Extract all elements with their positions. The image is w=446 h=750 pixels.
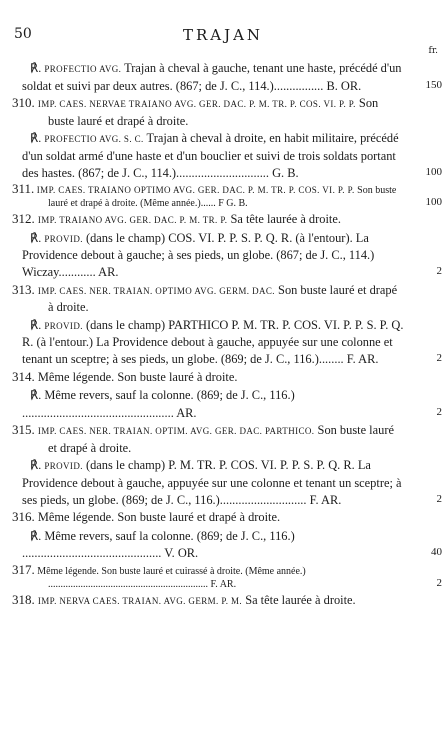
description-text: Sa tête laurée à droite. [242, 593, 356, 608]
description-text: (dans le champ) PARTHICO P. M. TR. P. COS. VI. P. P. S. P. Q. R. (à l'entour.) La Providence debout à gauche, appuyée sur une colonne et tenant un sceptre; à ses pieds, un globe. (869; de J. C., 116.)........ F. AR. [22, 317, 404, 366]
price-value: 150 [425, 78, 442, 91]
description-text: Son buste lauré et drapé à droite. [48, 96, 379, 128]
coin-number: 312. [12, 211, 35, 227]
legend-text: PROVID. [44, 461, 83, 472]
description-text: Son buste lauré et drapé à droite. [48, 282, 398, 315]
reverse-entry [12, 130, 442, 181]
coin-number: 310. [12, 95, 35, 111]
legend-text: IMP. CAES. NER. TRAIAN. OPTIM. AVG. GER. DAC. PARTHICO. [37, 426, 315, 437]
price-value: 40 [431, 546, 442, 559]
page-number: 50 [14, 26, 32, 42]
description-text: (dans le champ) COS. VI. P. P. S. P. Q. R. (à l'entour). La Providence debout à gauche; à ses pieds, un globe. (867; de J. C., 114.) Wiczay............ AR. [22, 230, 375, 279]
description-text: Même légende. Son buste lauré et drapé à droite. [37, 510, 281, 525]
description-text: Même revers, sauf la colonne. (869; de J. C., 116.) ................................................. AR. [22, 388, 295, 420]
reverse-mark: ℟. [30, 230, 42, 245]
price-value: 2 [436, 577, 442, 590]
legend-text: IMP. TRAIANO AVG. GER. DAC. P. M. TR. P. [37, 215, 228, 226]
coin-number: 311. [12, 181, 35, 197]
legend-text: IMP. NERVA CAES. TRAIAN. AVG. GERM. P. M. [37, 596, 243, 607]
price-value: 100 [425, 165, 442, 178]
legend-text: IMP. CAES. TRAIANO OPTIMO AVG. GER. DAC. P. M. TR. P. COS. VI. P. P. [36, 185, 355, 196]
coin-number: 315. [12, 422, 35, 438]
reverse-mark: ℟. [30, 317, 42, 332]
description-text: Son buste lauré et drapé à droite. [48, 423, 394, 455]
coin-entry [12, 562, 442, 591]
value-column-label: fr. [428, 46, 438, 56]
reverse-mark: ℟. [30, 61, 42, 75]
description-text: Même légende. Son buste lauré et cuirassé à droite. (Même année.) ................................................................ F. AR. [37, 566, 306, 591]
page-header [0, 26, 446, 56]
price-value: 2 [436, 351, 442, 364]
coin-number: 316. [12, 509, 35, 525]
coin-number: 317. [12, 562, 35, 578]
reverse-mark: ℟. [30, 131, 42, 146]
coin-entry [12, 509, 404, 527]
coin-entry [12, 181, 442, 210]
coin-list [12, 60, 442, 611]
description-text: Son buste lauré et drapé à droite. (Même année.)...... F G. B. [48, 185, 397, 210]
reverse-entry [12, 457, 442, 508]
coin-number: 314. [12, 368, 35, 384]
description-text: Trajan à cheval à gauche, tenant une haste, précédé d'un soldat et suivi par deux autres. (867; de J. C., 114.)................ B. OR. [22, 61, 402, 93]
description-text: Trajan à cheval à droite, en habit militaire, précédé d'un soldat armé d'une haste et d'un bouclier et suivi de trois soldats portant des hastes. (867; de J. C., 114.).............................. G. B. [22, 131, 399, 180]
description-text: Sa tête laurée à droite. [227, 212, 341, 227]
legend-text: IMP. CAES. NER. TRAIAN. OPTIMO AVG. GERM. DAC. [37, 285, 275, 296]
coin-entry [12, 95, 404, 129]
reverse-mark: ℟. [30, 458, 42, 473]
price-value: 2 [436, 492, 442, 505]
description-text: (dans le champ) P. M. TR. P. COS. VI. P. P. S. P. Q. R. La Providence debout à gauche, appuyée sur une colonne et tenant un sceptre; à ses pieds, un globe. (869; de J. C., 116.)............................ F. AR. [22, 458, 402, 507]
reverse-mark: ℟. [30, 388, 42, 403]
coin-number: 318. [12, 592, 35, 608]
coin-entry [12, 211, 404, 229]
coin-number: 313. [12, 281, 35, 297]
legend-text: IMP. CAES. NERVAE TRAIANO AVG. GER. DAC. P. M. TR. P. COS. VI. P. P. [37, 99, 356, 110]
legend-text: PROFECTIO AVG. S. C. [44, 134, 144, 145]
reverse-mark: ℟. [30, 528, 42, 543]
description-text: Même légende. Son buste lauré à droite. [37, 369, 238, 384]
legend-text: PROVID. [44, 233, 83, 244]
reverse-entry [12, 528, 442, 562]
coin-entry [12, 282, 404, 316]
legend-text: PROVID. [44, 320, 83, 331]
coin-entry [12, 422, 404, 456]
page-title: TRAJAN [182, 26, 264, 44]
coin-entry [12, 592, 404, 610]
price-value: 2 [436, 405, 442, 418]
coin-entry [12, 369, 404, 387]
reverse-entry [12, 317, 442, 368]
description-text: Même revers, sauf la colonne. (869; de J. C., 116.) ............................................. V. OR. [22, 528, 295, 561]
price-value: 100 [425, 196, 442, 209]
reverse-entry [12, 230, 442, 281]
legend-text: PROFECTIO AVG. [44, 64, 122, 74]
reverse-entry [12, 60, 442, 94]
price-value: 2 [436, 264, 442, 277]
reverse-entry [12, 387, 442, 421]
